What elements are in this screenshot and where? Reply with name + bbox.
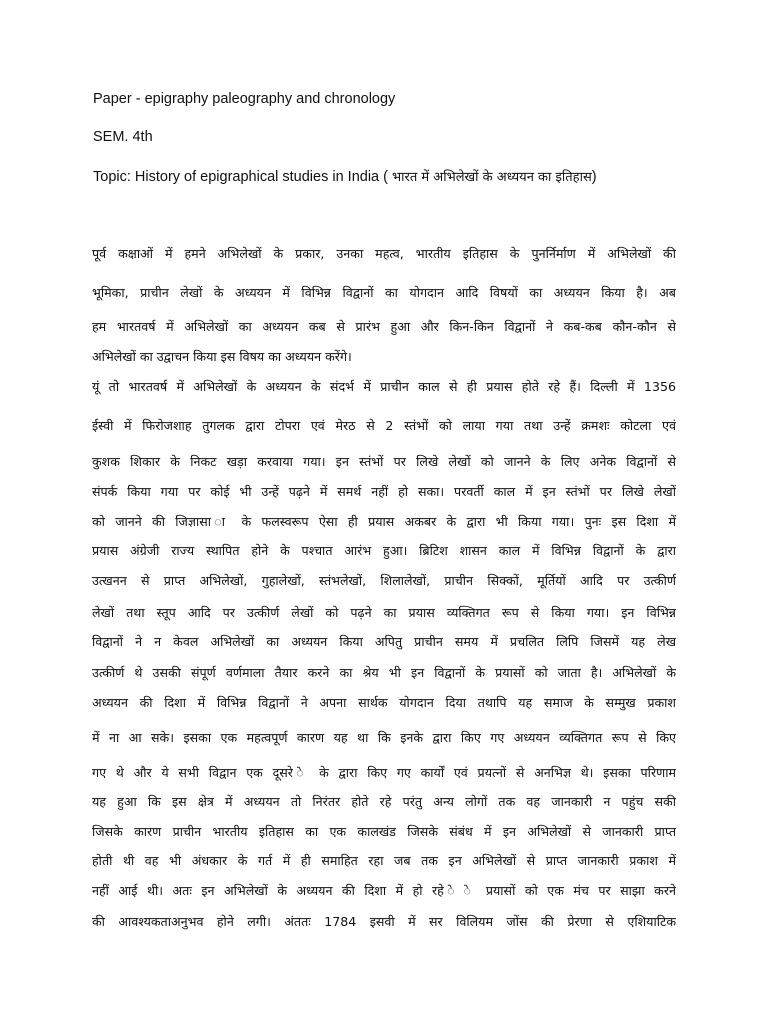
body-line: भूमिका, प्राचीन लेखों के अध्ययन में विभिन्न विद्वानों का योगदान आदि विषयों का अध्ययन किया है। अब — [92, 285, 676, 300]
topic-heading — [93, 167, 597, 185]
body-line: में ना आ सके। इसका एक महत्वपूर्ण कारण यह था कि इनके द्वारा किए गए अध्ययन व्यक्तिगत रूप से किए — [92, 730, 676, 745]
body-line: की आवश्यकताअनुभव होने लगी। अंततः 1784 इसवी में सर विलियम जोंस की प्रेरणा से एशियाटिक — [92, 914, 676, 929]
topic-english: Topic: History of epigraphical studies in India ( — [93, 169, 393, 185]
body-line: जिसके कारण प्राचीन भारतीय इतिहास का एक कालखंड जिसके संबंध में इन अभिलेखों से जानकारी प्राप्त — [92, 824, 676, 839]
topic-hindi: भारत में अभिलेखों के अध्ययन का इतिहास — [392, 170, 592, 185]
semester-label: SEM. 4th — [93, 129, 153, 145]
body-line: उत्खनन से प्राप्त अभिलेखों, गुहालेखों, स्तंभलेखों, शिलालेखों, प्राचीन सिक्कों, मूर्तियों आदि पर उत्कीर्ण — [92, 573, 676, 588]
body-line: गए थे और ये सभी विद्वान एक दूसरे े के द्वारा किए गए कार्यों एवं प्रयत्नों से अनभिज्ञ थे। इसका परिणाम — [92, 765, 676, 780]
body-line: अभिलेखों का उद्वाचन किया इस विषय का अध्ययन करेंगे। — [92, 349, 352, 364]
paper-title: Paper - epigraphy paleography and chronology — [93, 91, 396, 107]
body-line: होती थी वह भी अंधकार के गर्त में ही समाहित रहा जब तक इन अभिलेखों से प्राप्त जानकारी प्रकाश में — [92, 853, 676, 868]
body-line: पूर्व कक्षाओं में हमने अभिलेखों के प्रकार, उनका महत्व, भारतीय इतिहास के पुनर्निर्माण में अभिलेखों की — [92, 246, 676, 261]
body-line: अध्ययन की दिशा में विभिन्न विद्वानों ने अपना सार्थक योगदान दिया तथापि यह समाज के सम्मुख प्रकाश — [92, 695, 676, 710]
body-line: उत्कीर्ण थे उसकी संपूर्ण वर्णमाला तैयार करने का श्रेय भी इन विद्वानों के प्रयासों को जाता है। अभिलेखों के — [92, 665, 676, 680]
body-line: ईस्वी में फिरोजशाह तुगलक द्वारा टोपरा एवं मेरठ से 2 स्तंभों को लाया गया तथा उन्हें क्रमशः कोटला एवं — [92, 418, 676, 433]
body-line: यूं तो भारतवर्ष में अभिलेखों के अध्ययन के संदर्भ में प्राचीन काल से ही प्रयास होते रहे हैं। दिल्ली में 1356 — [92, 379, 676, 394]
body-line: संपर्क किया गया पर कोई भी उन्हें पढ़ने में समर्थ नहीं हो सका। परवर्ती काल में इन स्तंभों पर लिखे लेखों — [92, 484, 676, 499]
body-line: कुशक शिकार के निकट खड़ा करवाया गया। इन स्तंभों पर लिखे लेखों को जानने के लिए अनेक विद्वानों से — [92, 454, 676, 469]
body-line: नहीं आई थी। अतः इन अभिलेखों के अध्ययन की दिशा में हो रहे े े प्रयासों को एक मंच पर साझा करने — [92, 883, 676, 898]
topic-close-paren: ) — [591, 169, 597, 185]
body-line: विद्वानों ने न केवल अभिलेखों का अध्ययन किया अपितु प्राचीन समय में प्रचलित लिपि जिसमें यह लेख — [92, 634, 676, 649]
body-line: हम भारतवर्ष में अभिलेखों का अध्ययन कब से प्रारंभ हुआ और किन-किन विद्वानों ने कब-कब कौन-कौन से — [92, 319, 676, 334]
body-line: को जानने की जिज्ञासा ा के फलस्वरूप ऐसा ही प्रयास अकबर के द्वारा भी किया गया। पुनः इस दिशा में — [92, 514, 676, 529]
body-line: यह हुआ कि इस क्षेत्र में अध्ययन तो निरंतर होते रहे परंतु अन्य लोगों तक वह जानकारी न पहुंच सकी — [92, 794, 676, 809]
body-line: प्रयास अंग्रेजी राज्य स्थापित होने के पश्चात आरंभ हुआ। ब्रिटिश शासन काल में विभिन्न विद्वानों के द्वारा — [92, 543, 676, 558]
body-line: लेखों तथा स्तूप आदि पर उत्कीर्ण लेखों को पढ़ने का प्रयास व्यक्तिगत रूप से किया गया। इन विभिन्न — [92, 605, 676, 620]
